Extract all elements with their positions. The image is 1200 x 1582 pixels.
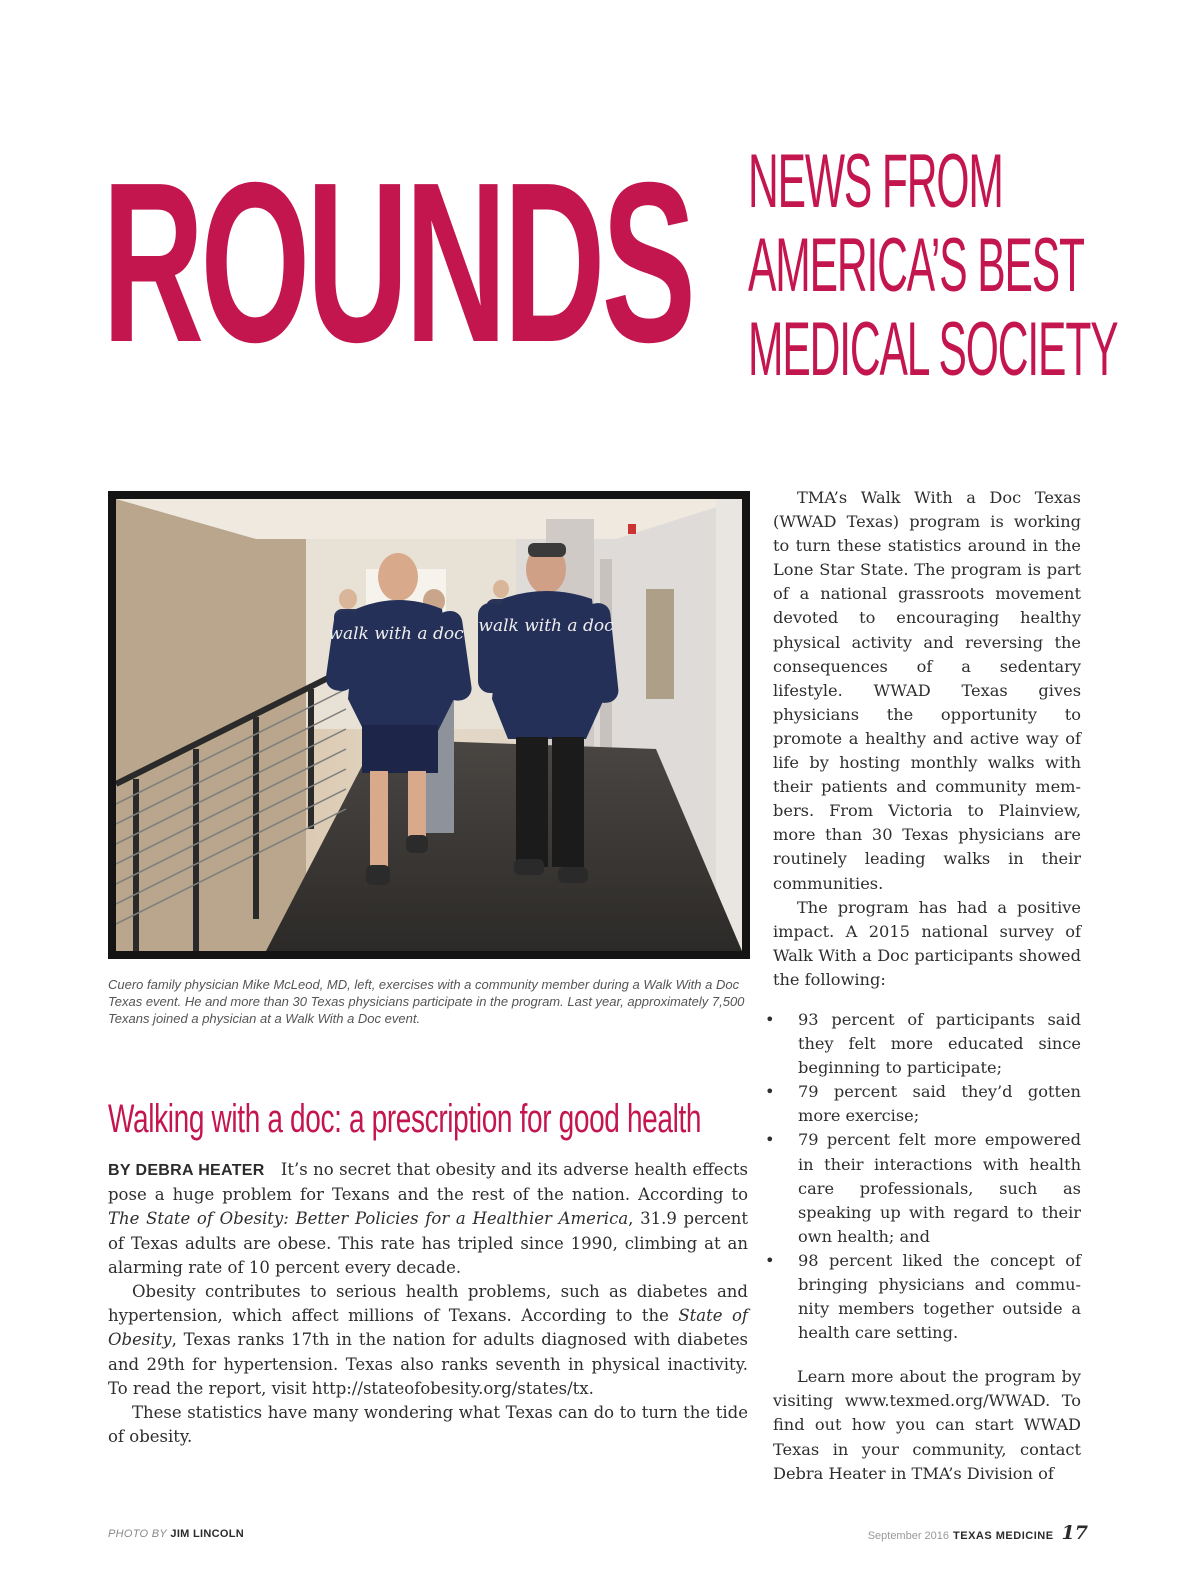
section-title: ROUNDS: [102, 136, 693, 390]
report-title: State of Obesity: [108, 1306, 748, 1350]
credit-name: JIM LINCOLN: [170, 1528, 244, 1540]
paragraph: TMA’s Walk With a Doc Texas (WWAD Texas) program is working to turn these statistics around in the Lone Star State. The program is part of a national grassroots movement devoted to encouraging healthy physical activity and reversing the consequences of a sedentary lifestyle. WWAD Texas gives physicians the opportunity to promote a healthy and active way of life by hosting monthly walks with their patients and community members. From Victoria to Plainview, more than 30 Texas physicians are routinely leading walks in their communities.: [773, 488, 1081, 893]
paragraph: [108, 1158, 748, 1280]
page-folio: [868, 1522, 1088, 1544]
list-item: • 93 percent of participants said they felt more educated since beginning to participate;: [773, 1008, 1081, 1080]
magazine-name: TEXAS MEDICINE: [953, 1530, 1054, 1542]
survey-results-list: [773, 1008, 1081, 1345]
article-body-left: [108, 1158, 748, 1449]
photo-walkers-in-hallway: [116, 499, 742, 951]
text-run: , Texas ranks 17th in the nation for adults diagnosed with diabetes and 29th for hypertension. Texas also ranks seventh in physical inactivity. To read the report, visit http://stateofobesity.org/states/tx.: [108, 1330, 748, 1398]
report-title: The State of Obesity: Better Policies for a Healthier America: [108, 1209, 629, 1229]
shirt-logo: walk with a doc: [328, 624, 464, 644]
issue-date: September 2016: [867, 1530, 950, 1542]
list-item: • 98 percent liked the concept of bringing physicians and community members together outside a health care setting.: [773, 1249, 1081, 1345]
tagline-line: AMERICA’S BEST: [748, 223, 1084, 308]
text-run: It’s no secret that obesity and its adverse health effects pose a huge problem for Texans and the rest of the nation. According to: [108, 1160, 748, 1205]
byline: BY DEBRA HEATER: [108, 1162, 265, 1179]
article-body-right: [773, 486, 1081, 1486]
section-tagline: [748, 139, 1118, 392]
article-headline: Walking with a doc: a prescription for good health: [108, 1097, 702, 1141]
page-number: 17: [1061, 1522, 1088, 1544]
article-photo: [108, 491, 750, 959]
list-item: • 79 percent said they’d gotten more exercise;: [773, 1080, 1081, 1128]
text-run: , 31.9 percent of Texas adults are obese. This rate has tripled since 1990, climbing at an alarming rate of 10 percent every decade.: [108, 1209, 749, 1277]
tagline-line: MEDICAL SOCIETY: [748, 307, 1118, 392]
paragraph: [108, 1280, 748, 1401]
photo-caption: Cuero family physician Mike McLeod, MD, left, exercises with a community member during a Walk With a Doc Texas event. He and more than 30 Texas physicians participate in the program. Last year, approximately 7,500 Texans joined a physician at a Walk With a Doc event.: [108, 977, 745, 1026]
text-run: Obesity contributes to serious health problems, such as diabetes and hypertension, which affect millions of Texans. According to the: [108, 1282, 748, 1326]
paragraph: These statistics have many wondering what Texas can do to turn the tide of obesity.: [108, 1403, 748, 1447]
tagline-line: NEWS FROM: [748, 139, 1003, 224]
shirt-logo: walk with a doc: [478, 616, 614, 636]
paragraph: Learn more about the program by visiting www.texmed.org/WWAD. To find out how you can start WWAD Texas in your community, contact Debra Heater in TMA’s Division of: [773, 1367, 1081, 1483]
list-item: • 79 percent felt more empowered in their interactions with health care professionals, such as speaking up with regard to their own health; and: [773, 1128, 1081, 1248]
credit-prefix: PHOTO BY: [108, 1528, 168, 1540]
photo-credit: [108, 1528, 244, 1540]
paragraph: The program has had a positive impact. A 2015 national survey of Walk With a Doc participants showed the following:: [773, 897, 1081, 989]
